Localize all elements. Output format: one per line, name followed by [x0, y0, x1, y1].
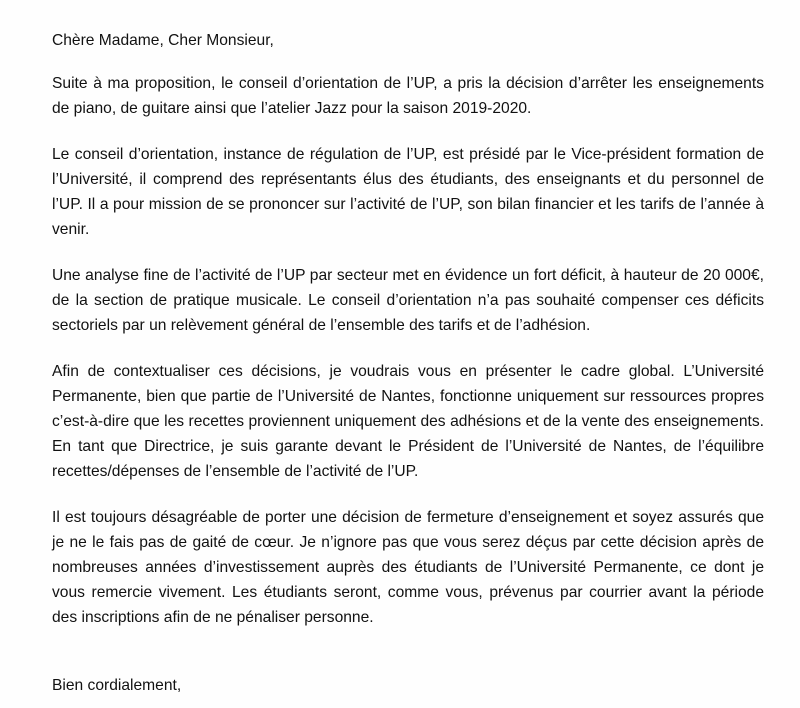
paragraph-regret: Il est toujours désagréable de porter une décision de fermeture d’enseignement et soyez assurés que je ne le fais pas de gaité de cœur. Je n’ignore pas que vous serez déçus par cette décision après de nombreuses années d’investissement auprès des étudiants de l’Université Permanente, ce dont je vous remercie vivement. Les étudiants seront, comme vous, prévenus par courrier avant la période des inscriptions afin de ne pénaliser personne.: [52, 509, 764, 626]
letter-body: [52, 28, 764, 708]
salutation: Chère Madame, Cher Monsieur,: [52, 32, 274, 49]
paragraph-context: Afin de contextualiser ces décisions, je voudrais vous en présenter le cadre global. L’Université Permanente, bien que partie de l’Université de Nantes, fonctionne uniquement sur ressources propres c’est-à-dire que les recettes proviennent uniquement des adhésions et de la vente des enseignements. En tant que Directrice, je suis garante devant le Président de l’Université de Nantes, de l’équilibre recettes/dépenses de l’ensemble de l’activité de l’UP.: [52, 363, 764, 480]
paragraph-deficit: Une analyse fine de l’activité de l’UP par secteur met en évidence un fort déficit, à hauteur de 20 000€, de la section de pratique musicale. Le conseil d’orientation n’a pas souhaité compenser ces déficits sectoriels par un relèvement général de l’ensemble des tarifs et de l’adhésion.: [52, 267, 764, 334]
paragraph-decision: Suite à ma proposition, le conseil d’orientation de l’UP, a pris la décision d’arrêter les enseignements de piano, de guitare ainsi que l’atelier Jazz pour la saison 2019-2020.: [52, 75, 764, 117]
closing: Bien cordialement,: [52, 677, 182, 694]
paragraph-council: Le conseil d’orientation, instance de régulation de l’UP, est présidé par le Vice-président formation de l’Université, il comprend des représentants élus des étudiants, des enseignants et du personnel de l’UP. Il a pour mission de se prononcer sur l’activité de l’UP, son bilan financier et les tarifs de l’année à venir.: [52, 146, 764, 238]
